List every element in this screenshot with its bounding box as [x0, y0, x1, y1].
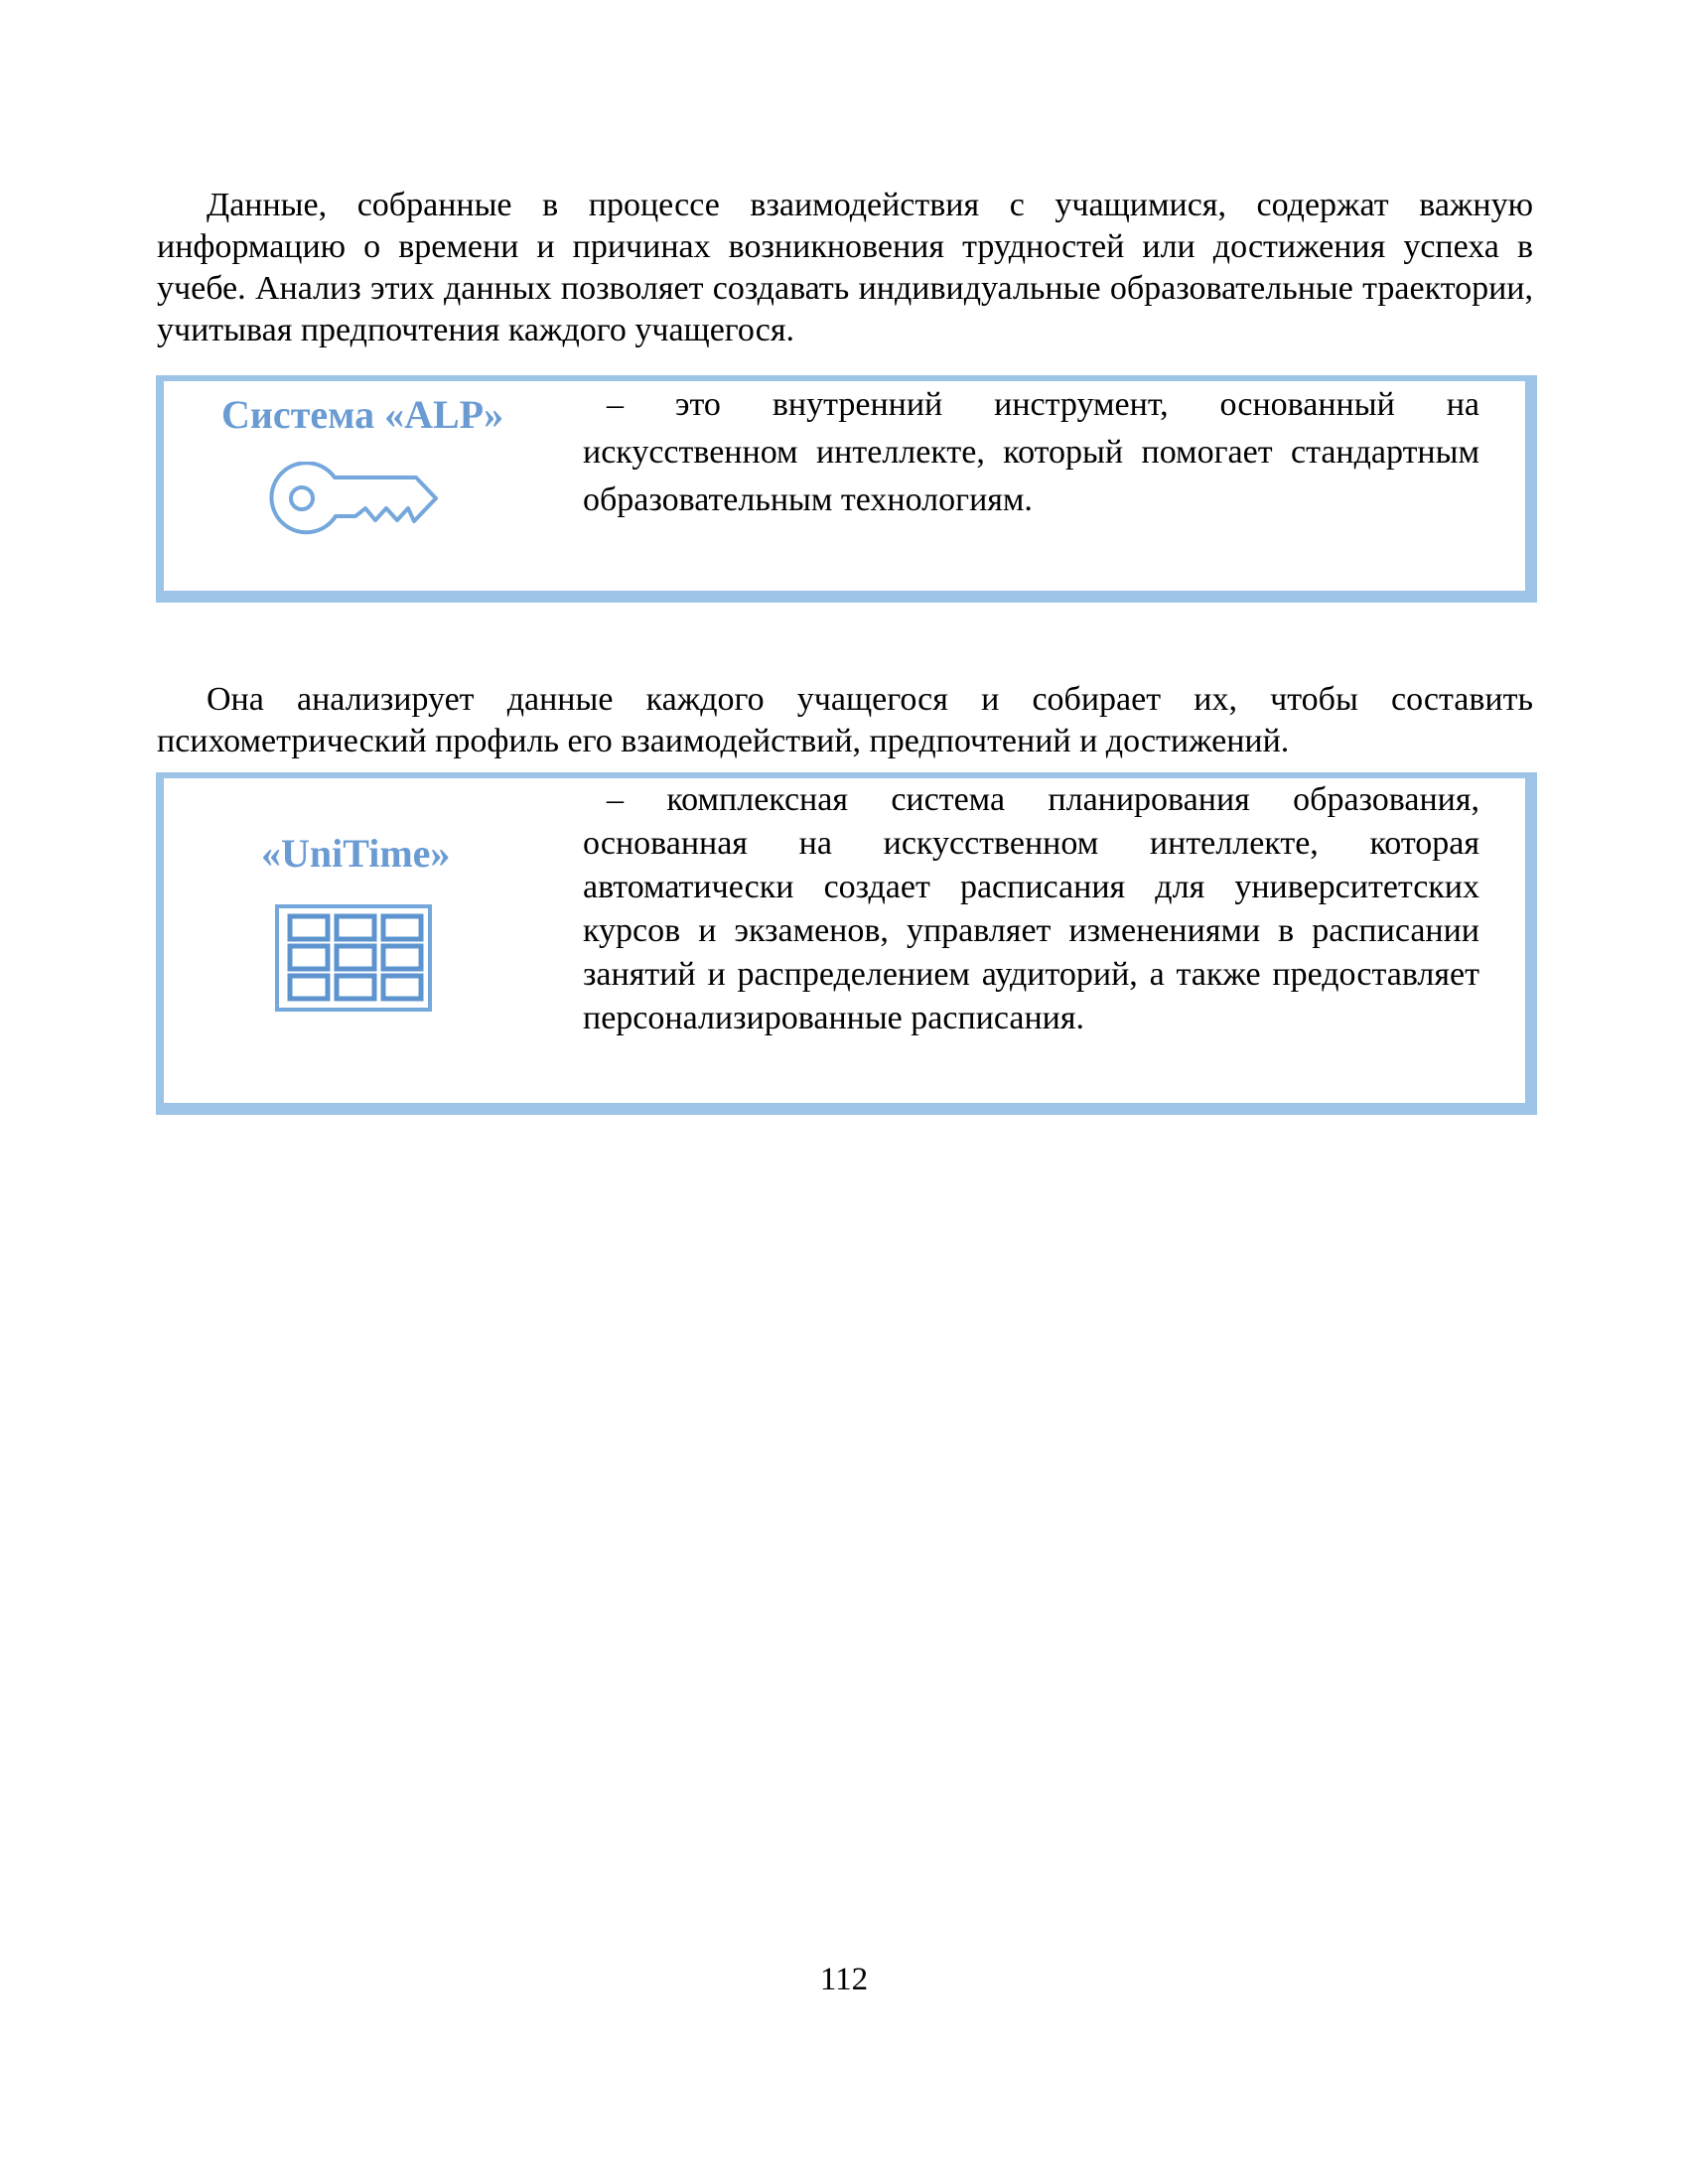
- callout-alp-title: Система «ALP»: [221, 392, 504, 437]
- callout-box-alp: [156, 375, 1537, 603]
- callout-unitime-title: «UniTime»: [261, 831, 451, 876]
- middle-paragraph: Она анализирует данные каждого учащегося и собирает их, чтобы составить психометрический профиль его взаимодействий, предпочтений и достижений.: [157, 681, 1533, 759]
- page-number: 112: [819, 1962, 869, 1997]
- callout-unitime-text: – комплексная система планирования образования, основанная на искусственном интеллекте, которая автоматически создает расписания для университетских курсов и экзаменов, управляет изменениями в расписании занятий и распределением аудиторий, а также предоставляет персонализированные расписания.: [583, 781, 1479, 1036]
- callout-alp-text: – это внутренний инструмент, основанный на искусственном интеллекте, который помогает стандартным образовательным технологиям.: [583, 386, 1479, 518]
- callout-unitime-body: [583, 778, 1525, 1103]
- key-icon: [269, 462, 583, 539]
- intro-paragraph: Данные, собранные в процессе взаимодействия с учащимися, содержат важную информацию о времени и причинах возникновения трудностей или достижения успеха в учебе. Анализ этих данных позволяет создавать индивидуальные образовательные траектории, учитывая предпочтения каждого учащегося.: [157, 187, 1533, 348]
- callout-alp-left-column: [164, 381, 583, 591]
- calendar-grid-icon: [275, 904, 583, 1012]
- callout-unitime-left-column: [164, 778, 583, 1103]
- callout-alp-body: [583, 381, 1525, 591]
- callout-box-unitime: [156, 772, 1537, 1115]
